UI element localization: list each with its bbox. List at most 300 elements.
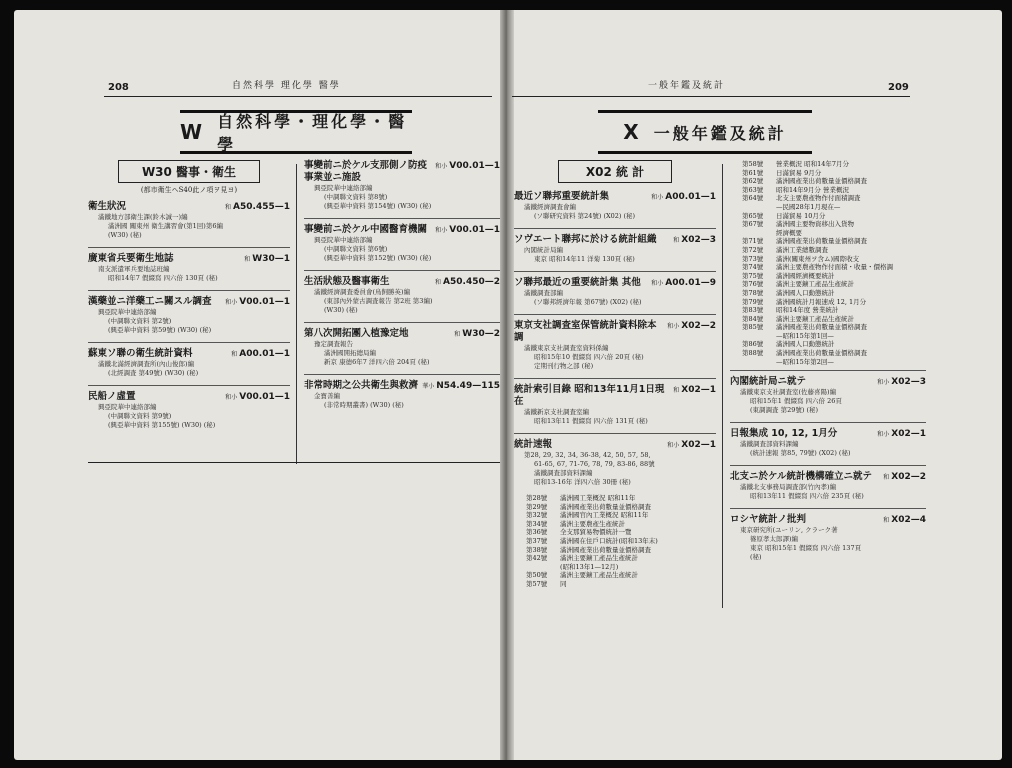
list-item-number: 第38號 bbox=[526, 545, 548, 554]
entry-separator bbox=[88, 247, 290, 248]
entry-detail: (ソ聯邦經濟年報 第67號) (X02) (秘) bbox=[534, 298, 642, 306]
left-column-1 bbox=[88, 160, 290, 437]
entry-detail: 新京 康德6年7 洋四六倍 204頁 (秘) bbox=[324, 358, 430, 366]
entry-title: 統計索引目錄 昭和13年11月1日現在 bbox=[514, 384, 665, 407]
entry-heading-row bbox=[514, 320, 716, 344]
entry-call-number bbox=[225, 202, 290, 212]
entry-detail: (興亞華中資料 第154號) (W30) (秘) bbox=[324, 202, 432, 210]
entry-code: X02—2 bbox=[891, 472, 926, 483]
entry-detail: 滿鐵東京支社調査室資料係編 bbox=[524, 344, 609, 352]
list-item bbox=[514, 511, 716, 520]
list-item-text: 滿洲主要鑛工產品生產統計 bbox=[776, 280, 854, 289]
entry-detail: 滿鐵經濟調査委員會(鳥飼勝英)編 bbox=[314, 288, 411, 296]
entry-detail: 昭和13-16年 洋四六倍 30冊 (秘) bbox=[534, 478, 631, 486]
entry-language-mark: 和小 bbox=[435, 163, 448, 170]
list-item-text: 滿洲國統計月報速成 12, 1月分 bbox=[776, 297, 867, 306]
entry-heading-row bbox=[88, 253, 290, 265]
entry-detail: 興亞院華中連絡部編 bbox=[314, 184, 373, 192]
list-item bbox=[514, 554, 716, 563]
entry-code: A00.01—1 bbox=[665, 192, 716, 202]
entry-code: A00.01—1 bbox=[239, 349, 290, 359]
list-item-number: 第32號 bbox=[526, 511, 548, 520]
entry-language-mark: 和小 bbox=[667, 442, 680, 449]
entry-language-mark: 和小 bbox=[651, 280, 664, 287]
list-item-text: 滿洲主要鑛工產品生產統計 bbox=[560, 571, 638, 580]
entry-title: 衛生狀況 bbox=[88, 201, 127, 212]
entry-code: X02—2 bbox=[681, 321, 716, 331]
right-running-head: 一般年鑑及統計 bbox=[648, 81, 726, 91]
entry-title: ロシヤ統計ノ批判 bbox=[730, 514, 807, 526]
list-item bbox=[730, 289, 926, 298]
entry-call-number bbox=[435, 161, 500, 171]
catalog-entry bbox=[88, 391, 290, 430]
entry-call-number bbox=[667, 321, 716, 331]
entry-title: ソヴエート聯邦に於ける統計組織 bbox=[514, 234, 657, 245]
catalog-entry bbox=[514, 384, 716, 426]
entry-separator bbox=[88, 290, 290, 291]
entry-code: V00.01—1 bbox=[449, 225, 500, 235]
entry-detail: 滿鐵調査部資料課編 bbox=[534, 469, 593, 477]
entry-separator bbox=[304, 322, 500, 323]
entry-heading-row bbox=[514, 384, 716, 408]
entry-detail: 滿鐵東京支社調査室(佐藤喜陽)編 bbox=[740, 388, 837, 397]
entry-detail: 南支派遣軍兵要地誌班編 bbox=[98, 265, 170, 273]
list-item bbox=[730, 280, 926, 289]
entry-title: 非常時期之公共衛生與救濟 bbox=[304, 380, 419, 391]
catalog-entry bbox=[88, 348, 290, 378]
list-item-text: 滿洲國經濟概要統計 bbox=[776, 271, 835, 280]
entry-detail: 篠原孝太郎譯)編 bbox=[750, 535, 799, 544]
entry-detail: 定期刊行物之部 (秘) bbox=[534, 362, 594, 370]
entry-detail: (W30) (秘) bbox=[324, 306, 358, 314]
entry-heading-row bbox=[88, 348, 290, 360]
entry-separator bbox=[730, 370, 926, 371]
entry-code: V00.01—1 bbox=[239, 297, 290, 307]
entry-call-number bbox=[877, 377, 926, 387]
entry-code: A00.01—9 bbox=[665, 278, 716, 288]
entry-detail: 東京 昭和15年1 假綴寫 四六倍 137頁 bbox=[750, 544, 862, 553]
entry-detail: (北經調査 第49號) (W30) (秘) bbox=[108, 369, 199, 377]
list-item-number: 第63號 bbox=[742, 185, 764, 194]
entry-call-number bbox=[883, 472, 926, 482]
entry-code: X02—1 bbox=[681, 385, 716, 395]
entry-detail: (統計速報 第85, 79號) (X02) (秘) bbox=[750, 449, 851, 458]
entry-title: 內閣統計局ニ就テ bbox=[730, 376, 807, 388]
entry-heading-row bbox=[514, 439, 716, 451]
catalog-entry bbox=[730, 471, 926, 501]
entry-detail: 昭和14年7 假綴寫 四六倍 130頁 (秘) bbox=[108, 274, 218, 282]
list-item-number: 第85號 bbox=[742, 323, 764, 332]
list-item-text: 滿洲國人口動態統計 bbox=[776, 340, 835, 349]
entry-call-number bbox=[651, 192, 716, 202]
list-item-text: 滿洲國產業出荷數量並價格調査 bbox=[776, 349, 867, 358]
list-item-text: 昭和14年度 營業統計 bbox=[776, 306, 839, 315]
list-item-number: 第28號 bbox=[526, 494, 548, 502]
entry-title: 統計速報 bbox=[514, 439, 553, 450]
entry-separator bbox=[730, 465, 926, 466]
entry-separator bbox=[88, 342, 290, 343]
list-item bbox=[514, 537, 716, 546]
catalog-entry bbox=[514, 320, 716, 371]
entry-separator bbox=[730, 508, 926, 509]
list-item-text: 滿洲主要鑛工產品生產統計 bbox=[776, 314, 854, 323]
entry-detail: 滿鐵地方部衛生課(鈴木誠一)編 bbox=[98, 213, 188, 221]
right-chapter-title: 一般年鑑及統計 bbox=[653, 123, 787, 143]
list-item-number: 第72號 bbox=[742, 245, 764, 254]
catalog-entry bbox=[304, 328, 500, 367]
section-heading-w30: W30 醫事・衛生 bbox=[118, 160, 260, 183]
entry-code: W30—1 bbox=[252, 254, 290, 264]
entry-code: X02—1 bbox=[681, 440, 716, 450]
list-item bbox=[730, 255, 926, 264]
left-chapter-title: 自然科學・理化學・醫學 bbox=[217, 112, 408, 154]
catalog-entry bbox=[88, 201, 290, 240]
entry-separator bbox=[514, 378, 716, 379]
list-item-number: 第57號 bbox=[526, 579, 548, 588]
catalog-entry bbox=[88, 253, 290, 283]
list-item-number: 第76號 bbox=[742, 280, 764, 289]
entry-detail: 滿鐵北支事務局調査部(竹內孝)編 bbox=[740, 483, 837, 492]
entry-language-mark: 和 bbox=[454, 331, 461, 338]
list-item bbox=[730, 306, 926, 315]
entry-detail: 滿洲國開拓總局編 bbox=[324, 349, 376, 357]
list-item-text: 滿洲主要農產物作付面積・收量・價格調 bbox=[776, 263, 893, 272]
entry-language-mark: 和 bbox=[231, 351, 238, 358]
entry-detail: (興亞華中資料 第155號) (W30) (秘) bbox=[108, 421, 216, 429]
list-item-number: 第50號 bbox=[526, 571, 548, 580]
entry-heading-row bbox=[304, 328, 500, 340]
entry-separator bbox=[88, 385, 290, 386]
entry-title: 東京支社調査室保管統計資料除本調 bbox=[514, 320, 657, 343]
entry-heading-row bbox=[304, 224, 500, 236]
list-item bbox=[730, 203, 926, 212]
entry-heading-row bbox=[88, 201, 290, 213]
entry-detail: (中調聯文資料 第2號) bbox=[108, 317, 172, 325]
list-item bbox=[730, 349, 926, 358]
entry-separator bbox=[304, 374, 500, 375]
left-chapter-banner bbox=[180, 110, 412, 154]
entry-call-number bbox=[422, 381, 500, 391]
list-item-text: 滿洲(關東州ヲ含ム)國際收支 bbox=[776, 254, 860, 263]
entry-language-mark: 和小 bbox=[651, 194, 664, 201]
list-item bbox=[730, 177, 926, 186]
entry-heading-row bbox=[730, 471, 926, 483]
list-item bbox=[514, 528, 716, 537]
entry-detail: (秘) bbox=[750, 553, 762, 562]
entry-language-mark: 和小 bbox=[877, 379, 890, 387]
right-page-number: 209 bbox=[888, 82, 909, 93]
entry-call-number bbox=[667, 440, 716, 450]
entry-detail: 滿鐵北滿經濟調査所(內山俊郎)編 bbox=[98, 360, 195, 368]
entry-heading-row bbox=[514, 277, 716, 289]
catalog-entry bbox=[514, 439, 716, 487]
entry-call-number bbox=[454, 329, 500, 339]
catalog-entry bbox=[304, 380, 500, 410]
list-item-text: —民國28年1月現在— bbox=[776, 202, 841, 211]
list-item-number: 第71號 bbox=[742, 237, 764, 246]
right-column-1 bbox=[514, 160, 716, 589]
entry-heading-row bbox=[304, 276, 500, 288]
list-item bbox=[514, 503, 716, 512]
entry-call-number bbox=[244, 254, 290, 264]
list-item-number: 第78號 bbox=[742, 288, 764, 297]
left-column-divider bbox=[296, 164, 297, 464]
entry-title: 廣東省兵要衛生地誌 bbox=[88, 253, 174, 264]
entry-separator bbox=[304, 218, 500, 219]
entry-detail: 第28, 29, 32, 34, 36-38, 42, 50, 57, 58, bbox=[524, 451, 651, 459]
entry-call-number bbox=[673, 385, 716, 395]
entry-heading-row bbox=[514, 191, 716, 203]
entry-title: 第八次開拓團入植豫定地 bbox=[304, 328, 409, 339]
entry-detail: 興亞院華中連絡部編 bbox=[314, 236, 373, 244]
entry-language-mark: 和 bbox=[883, 517, 890, 525]
entry-heading-row bbox=[730, 514, 926, 526]
left-header-rule bbox=[104, 96, 492, 97]
right-header-rule bbox=[512, 96, 910, 97]
entry-title: 北支ニ於ケル統計機構確立ニ就テ bbox=[730, 471, 873, 483]
entry-call-number bbox=[673, 235, 716, 245]
list-item-text: 營業概況 昭和14年7月分 bbox=[776, 160, 849, 168]
list-item-text: 全支那貿易物價統計一覽 bbox=[560, 528, 632, 537]
entry-separator bbox=[514, 228, 716, 229]
entry-detail: 興亞院華中連絡部編 bbox=[98, 403, 157, 411]
right-column-divider bbox=[722, 164, 723, 608]
list-item-text: 滿洲主要農產生產統計 bbox=[560, 519, 625, 528]
entry-detail: 滿鐵調査部編 bbox=[524, 289, 563, 297]
entry-language-mark: 和 bbox=[883, 474, 890, 482]
list-item bbox=[730, 169, 926, 178]
entry-detail: 東京研究所(ユーリン, クラーク著 bbox=[740, 526, 838, 535]
entry-detail: 昭和13年11 假綴寫 四六倍 235頁 (秘) bbox=[750, 492, 864, 501]
entry-detail: 滿鐵新京支社調査室編 bbox=[524, 408, 589, 416]
entry-title: 生活狀態及醫事衛生 bbox=[304, 276, 390, 287]
entry-detail: (非常時期叢書) (W30) (秘) bbox=[324, 401, 404, 409]
list-item-number: 第84號 bbox=[742, 314, 764, 323]
entry-detail: 滿鐵調査部資料課編 bbox=[740, 440, 799, 449]
entry-detail: (中調聯文資料 第6號) bbox=[324, 245, 388, 253]
list-item-number: 第58號 bbox=[742, 160, 764, 168]
entry-detail: 興亞院華中連絡部編 bbox=[98, 308, 157, 316]
list-item-text: 滿洲國工業概況 昭和11年 bbox=[560, 494, 636, 502]
list-item-number: 第34號 bbox=[526, 519, 548, 528]
entry-detail: (東部內外蒙古調査報告 第2班 第3編) bbox=[324, 297, 433, 305]
entry-call-number bbox=[651, 278, 716, 288]
list-item bbox=[730, 315, 926, 324]
catalog-entry bbox=[514, 277, 716, 307]
entry-title: 事變前ニ於ケル支那側ノ防疫事業並ニ施設 bbox=[304, 160, 428, 183]
entry-heading-row bbox=[730, 376, 926, 388]
list-item bbox=[730, 340, 926, 349]
entry-detail: 豫定調査報告 bbox=[314, 340, 353, 348]
list-item-text: 滿洲國官內工業概況 昭和11年 bbox=[560, 511, 649, 520]
list-item-number: 第88號 bbox=[742, 349, 764, 358]
entry-code: W30—2 bbox=[462, 329, 500, 339]
left-running-head: 自然科學 理化學 醫學 bbox=[232, 81, 341, 91]
catalog-entry bbox=[730, 514, 926, 562]
list-item-text: 滿洲國在住戶口統計(昭和13年末) bbox=[560, 536, 658, 545]
entry-detail: (興亞華中資料 第59號) (W30) (秘) bbox=[108, 326, 212, 334]
entry-language-mark: 和 bbox=[673, 237, 680, 244]
list-item-text: 滿洲主要鑛工產品生產統計 bbox=[560, 554, 638, 563]
entry-code: N54.49—115 bbox=[436, 381, 500, 391]
list-item-text: 經濟概要 bbox=[776, 228, 802, 237]
list-item-number: 第74號 bbox=[742, 263, 764, 272]
entry-heading-row bbox=[514, 234, 716, 246]
entry-language-mark: 和 bbox=[225, 204, 232, 211]
entry-call-number bbox=[435, 225, 500, 235]
entry-detail: 金寶善編 bbox=[314, 392, 340, 400]
catalog-entry bbox=[88, 296, 290, 335]
list-item-text: —昭和15年第2回— bbox=[776, 357, 834, 366]
catalog-entry bbox=[304, 224, 500, 263]
entry-code: A50.455—1 bbox=[233, 202, 290, 212]
entry-language-mark: 和 bbox=[244, 256, 251, 263]
list-item bbox=[730, 160, 926, 169]
entry-detail: 東京 昭和14年11 洋菊 130頁 (秘) bbox=[534, 255, 635, 263]
entry-code: X02—4 bbox=[891, 515, 926, 526]
list-item-number: 第73號 bbox=[742, 254, 764, 263]
entry-code: X02—1 bbox=[891, 429, 926, 440]
entry-call-number bbox=[877, 429, 926, 439]
list-item-text: —昭和15年第1回— bbox=[776, 331, 834, 340]
list-item bbox=[730, 323, 926, 332]
entry-title: 漢藥並ニ洋藥工ニ關スル調査 bbox=[88, 296, 212, 307]
entry-detail: (中調聯文資料 第8號) bbox=[324, 193, 388, 201]
entry-title: 日報集成 10, 12, 1月分 bbox=[730, 428, 838, 440]
entry-separator bbox=[514, 314, 716, 315]
list-item-text: 滿洲國主要物資移出入貨物 bbox=[776, 220, 854, 229]
entry-code: X02—3 bbox=[681, 235, 716, 245]
entry-separator bbox=[730, 422, 926, 423]
list-item-number: 第64號 bbox=[742, 194, 764, 203]
left-end-rule bbox=[88, 462, 500, 463]
entry-call-number bbox=[231, 349, 290, 359]
entry-detail: 昭和15年10 假綴寫 四六倍 20頁 (秘) bbox=[534, 353, 644, 361]
section-heading-x02: X02 統 計 bbox=[558, 160, 672, 183]
list-item bbox=[730, 237, 926, 246]
entry-heading-row bbox=[304, 160, 500, 184]
entry-call-number bbox=[883, 515, 926, 525]
list-item-number: 第37號 bbox=[526, 536, 548, 545]
entry-title: 民船ノ虛置 bbox=[88, 391, 136, 402]
entry-separator bbox=[514, 433, 716, 434]
entry-language-mark: 和小 bbox=[435, 227, 448, 234]
entry-separator bbox=[514, 271, 716, 272]
catalog-entry bbox=[514, 234, 716, 264]
entry-heading-row bbox=[88, 296, 290, 308]
list-item-number bbox=[742, 203, 776, 212]
list-item bbox=[730, 212, 926, 221]
entry-language-mark: 和小 bbox=[667, 323, 680, 330]
catalog-entry bbox=[730, 428, 926, 458]
catalog-entry bbox=[730, 376, 926, 415]
list-item-number: 第42號 bbox=[526, 554, 548, 563]
list-item-number: 第61號 bbox=[742, 168, 764, 177]
entry-heading-row bbox=[730, 428, 926, 440]
list-item-number: 第67號 bbox=[742, 220, 764, 229]
list-item bbox=[730, 246, 926, 255]
list-item-text: 日滿貿易 10月分 bbox=[776, 211, 826, 220]
list-item-number: 第62號 bbox=[742, 177, 764, 186]
entry-detail: 昭和13年11 假綴寫 四六倍 131頁 (秘) bbox=[534, 417, 648, 425]
left-column-2 bbox=[304, 160, 500, 417]
list-item-number bbox=[742, 358, 776, 367]
list-item-text: 昭和14年9月分 營業概況 bbox=[776, 185, 849, 194]
list-item bbox=[730, 220, 926, 229]
list-item-text: 滿洲國產業出荷數量並價格調査 bbox=[776, 237, 867, 246]
right-column-2 bbox=[730, 160, 926, 569]
entry-language-mark: 和小 bbox=[877, 431, 890, 439]
entry-detail: (中調聯文資料 第9號) bbox=[108, 412, 172, 420]
list-item bbox=[514, 571, 716, 580]
entry-language-mark: 和 bbox=[673, 387, 680, 394]
list-item-number: 第29號 bbox=[526, 502, 548, 511]
catalog-entry bbox=[304, 276, 500, 315]
left-chapter-code: W bbox=[180, 120, 206, 144]
entry-language-mark: 和小 bbox=[225, 394, 238, 401]
list-item bbox=[514, 580, 716, 589]
list-item-number: 第36號 bbox=[526, 528, 548, 537]
left-page-number: 208 bbox=[108, 82, 129, 93]
list-item-text: 日滿貿易 9月分 bbox=[776, 168, 822, 177]
list-item-text: 滿洲國產業出荷數量並價格調査 bbox=[560, 502, 651, 511]
list-item bbox=[730, 263, 926, 272]
entry-title: ソ聯邦最近の重要統計集 其他 bbox=[514, 277, 641, 288]
entry-detail: 滿鐵經濟調査會編 bbox=[524, 203, 576, 211]
entry-code: A50.450—2 bbox=[443, 277, 500, 287]
catalog-entry bbox=[514, 191, 716, 221]
entry-call-number bbox=[435, 277, 500, 287]
entry-detail: 內閣統計局編 bbox=[524, 246, 563, 254]
entry-heading-row bbox=[88, 391, 290, 403]
list-item-text: 滿洲國人口動態統計 bbox=[776, 288, 835, 297]
entry-title: 事變前ニ於ケル中國醫育機關 bbox=[304, 224, 428, 235]
list-item-text: 同 bbox=[560, 579, 567, 588]
entry-language-mark: 和 bbox=[435, 279, 442, 286]
entry-language-mark: 和小 bbox=[225, 299, 238, 306]
entry-detail: (W30) (秘) bbox=[108, 231, 142, 239]
list-item-number: 第83號 bbox=[742, 306, 764, 315]
entry-title: 最近ソ聯邦重要統計集 bbox=[514, 191, 610, 202]
list-item-number: 第65號 bbox=[742, 211, 764, 220]
list-item-text: 滿洲國產業出荷數量並價格調査 bbox=[560, 545, 651, 554]
list-item-text: 滿洲工業總數調査 bbox=[776, 245, 828, 254]
entry-call-number bbox=[225, 392, 290, 402]
entry-language-mark: 華小 bbox=[422, 383, 435, 390]
list-item-number: 第86號 bbox=[742, 340, 764, 349]
entry-code: X02—3 bbox=[891, 377, 926, 388]
entry-detail: (ソ聯研究資料 第24號) (X02) (秘) bbox=[534, 212, 636, 220]
list-item bbox=[730, 298, 926, 307]
entry-detail: 昭和15年1 假綴寫 四六倍 26頁 bbox=[750, 397, 842, 406]
list-item-text: (昭和13年1—12月) bbox=[560, 562, 619, 571]
right-chapter-banner bbox=[598, 110, 812, 154]
book-spine bbox=[500, 10, 514, 760]
entry-detail: (東調調査 第29號) (秘) bbox=[750, 406, 819, 415]
catalog-entry bbox=[304, 160, 500, 211]
list-item-number: 第79號 bbox=[742, 297, 764, 306]
entry-code: V00.01—1 bbox=[449, 161, 500, 171]
entry-detail: 滿洲國 關東州 衛生講習會(第1回)第6編 bbox=[108, 222, 223, 230]
list-item-text: 北支主要農產物作付面積調査 bbox=[776, 194, 861, 203]
entry-code: V00.01—1 bbox=[239, 392, 290, 402]
section-note: (都市衛生ヘS40此ノ項ヲ見ヨ) bbox=[140, 186, 238, 194]
list-item-number: 第75號 bbox=[742, 271, 764, 280]
entry-detail: (興亞華中資料 第152號) (W30) (秘) bbox=[324, 254, 432, 262]
list-item bbox=[730, 358, 926, 367]
list-item bbox=[514, 546, 716, 555]
entry-detail: 61-65, 67, 71-76, 78, 79, 83-86, 88號 bbox=[534, 460, 655, 468]
